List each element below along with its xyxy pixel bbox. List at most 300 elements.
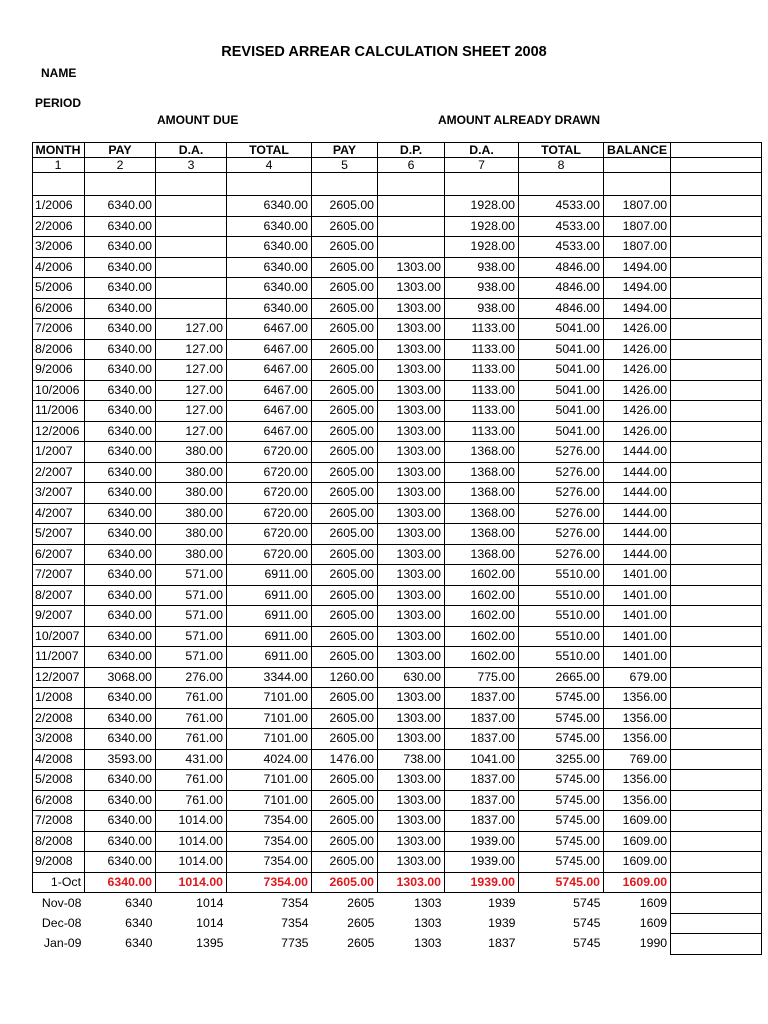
table-row-cell: [671, 257, 762, 278]
table-row-cell: 2605.00: [312, 585, 378, 606]
table-row: [33, 749, 762, 770]
table-row-cell: 6340.00: [85, 360, 156, 381]
table-row-cell: 1837.00: [445, 770, 519, 791]
table-row-cell: 571.00: [156, 647, 227, 668]
table-row-cell: 6911.00: [227, 647, 312, 668]
table-row-cell: 1476.00: [312, 749, 378, 770]
table-row-cell: 1303.00: [378, 278, 445, 299]
column-number-row-cell: [604, 158, 671, 173]
table-row-cell: 1401.00: [604, 647, 671, 668]
table-row-cell: 5510.00: [519, 647, 604, 668]
table-row-cell: [671, 278, 762, 299]
projection-row-cell: 7735: [281, 936, 309, 951]
table-row-cell: [156, 257, 227, 278]
period-label: PERIOD: [35, 96, 82, 110]
column-number-row-cell: 4: [227, 158, 312, 173]
table-row-cell: 1133.00: [445, 401, 519, 422]
table-row-cell: 571.00: [156, 626, 227, 647]
table-row-cell: 5/2006: [33, 278, 85, 299]
table-row-cell: [378, 237, 445, 258]
table-row-cell: 1303.00: [378, 647, 445, 668]
projection-row-cell: 2605: [347, 936, 375, 951]
header-row-cell: BALANCE: [604, 143, 671, 158]
table-row-cell: 4/2008: [33, 749, 85, 770]
table-row: [33, 831, 762, 852]
table-row-cell: 3255.00: [519, 749, 604, 770]
table-row-cell: [156, 298, 227, 319]
column-number-row-cell: 6: [378, 158, 445, 173]
table-row-cell: 1/2007: [33, 442, 85, 463]
table-row-cell: 1303.00: [378, 729, 445, 750]
table-row-cell: 380.00: [156, 483, 227, 504]
blank-row-cell: [85, 173, 156, 196]
table-row-cell: 6340.00: [85, 790, 156, 811]
table-row-cell: 380.00: [156, 524, 227, 545]
table-row: [33, 708, 762, 729]
table-row-cell: 2605.00: [312, 770, 378, 791]
table-row-cell: 1303.00: [378, 360, 445, 381]
projection-row-cell: [671, 913, 762, 934]
table-row-cell: 1444.00: [604, 503, 671, 524]
table-row-cell: 2605.00: [312, 524, 378, 545]
arrear-table: [32, 142, 762, 955]
table-row-cell: 6467.00: [227, 401, 312, 422]
table-row-cell: 12/2007: [33, 667, 85, 688]
table-row-cell: 6911.00: [227, 565, 312, 586]
table-row-cell: 1303.00: [378, 257, 445, 278]
table-row: [33, 606, 762, 627]
table-row-cell: 7354.00: [227, 811, 312, 832]
table-row-cell: 12/2006: [33, 421, 85, 442]
table-row-cell: 6/2007: [33, 544, 85, 565]
table-row: [33, 401, 762, 422]
header-row-cell: PAY: [312, 143, 378, 158]
header-row-cell: TOTAL: [519, 143, 604, 158]
column-number-row-cell: 5: [312, 158, 378, 173]
table-row-cell: 2605.00: [312, 196, 378, 217]
highlight-row-cell: 2605.00: [312, 872, 378, 893]
table-row-cell: 1837.00: [445, 790, 519, 811]
table-row-cell: 5745.00: [519, 831, 604, 852]
header-row-cell: TOTAL: [227, 143, 312, 158]
table-row-cell: 4846.00: [519, 257, 604, 278]
table-row-cell: 3/2006: [33, 237, 85, 258]
projection-row-cell: 1014: [196, 915, 224, 930]
table-row: [33, 421, 762, 442]
table-row-cell: 6340.00: [85, 831, 156, 852]
table-row-cell: [671, 401, 762, 422]
table-row: [33, 339, 762, 360]
table-row-cell: 5041.00: [519, 401, 604, 422]
table-row-cell: [156, 278, 227, 299]
table-row-cell: 6720.00: [227, 483, 312, 504]
highlight-row-cell: 1-Oct: [33, 872, 85, 893]
table-row-cell: 7101.00: [227, 688, 312, 709]
table-row-cell: 5041.00: [519, 421, 604, 442]
table-row-cell: 9/2006: [33, 360, 85, 381]
column-number-row-cell: [671, 158, 762, 173]
table-row-cell: 1303.00: [378, 811, 445, 832]
highlight-row-cell: 1939.00: [445, 872, 519, 893]
table-row: [33, 380, 762, 401]
column-number-row: [33, 158, 762, 173]
table-row-cell: 761.00: [156, 729, 227, 750]
table-row-cell: 1303.00: [378, 585, 445, 606]
table-row-cell: 1837.00: [445, 729, 519, 750]
table-row-cell: 1303.00: [378, 503, 445, 524]
table-row-cell: 7/2008: [33, 811, 85, 832]
table-row-cell: 1/2006: [33, 196, 85, 217]
table-row-cell: [671, 831, 762, 852]
table-row-cell: 4024.00: [227, 749, 312, 770]
table-row-cell: 1356.00: [604, 708, 671, 729]
projection-row-cell: 1939: [488, 915, 516, 930]
table-row-cell: 6340.00: [227, 298, 312, 319]
table-row-cell: 2/2006: [33, 216, 85, 237]
table-row-cell: 1356.00: [604, 770, 671, 791]
table-row-cell: 1426.00: [604, 339, 671, 360]
column-number-row-cell: 1: [33, 158, 85, 173]
table-row-cell: 6467.00: [227, 360, 312, 381]
table-row-cell: 5510.00: [519, 565, 604, 586]
table-row-cell: [671, 667, 762, 688]
table-row-cell: 1303.00: [378, 790, 445, 811]
table-row-cell: 2605.00: [312, 790, 378, 811]
table-row-cell: 2605.00: [312, 298, 378, 319]
table-row-cell: 1426.00: [604, 421, 671, 442]
table-row-cell: 1368.00: [445, 462, 519, 483]
projection-row-cell: [671, 893, 762, 914]
table-row-cell: 1303.00: [378, 688, 445, 709]
table-row-cell: 380.00: [156, 462, 227, 483]
table-row-cell: 6340.00: [85, 544, 156, 565]
table-row-cell: 2/2008: [33, 708, 85, 729]
table-row-cell: 5510.00: [519, 606, 604, 627]
table-row-cell: 6911.00: [227, 626, 312, 647]
table-row-cell: [671, 852, 762, 873]
table-row-cell: 7101.00: [227, 770, 312, 791]
table-row-cell: 1602.00: [445, 626, 519, 647]
table-row-cell: 2/2007: [33, 462, 85, 483]
table-row-cell: 431.00: [156, 749, 227, 770]
table-row-cell: 2605.00: [312, 216, 378, 237]
table-row-cell: 2605.00: [312, 626, 378, 647]
table-row-cell: 2605.00: [312, 319, 378, 340]
amount-drawn-label: AMOUNT ALREADY DRAWN: [438, 113, 600, 127]
table-row-cell: 1426.00: [604, 401, 671, 422]
table-row-cell: [671, 339, 762, 360]
highlight-row-cell: 6340.00: [85, 872, 156, 893]
page-title: REVISED ARREAR CALCULATION SHEET 2008: [221, 44, 547, 60]
table-row-cell: 5745.00: [519, 852, 604, 873]
table-row: [33, 442, 762, 463]
table-row-cell: 1014.00: [156, 831, 227, 852]
table-row-cell: 4846.00: [519, 298, 604, 319]
table-row-cell: 6340.00: [85, 421, 156, 442]
table-row-cell: 127.00: [156, 401, 227, 422]
table-row-cell: 2605.00: [312, 462, 378, 483]
table-row-cell: 6340.00: [85, 483, 156, 504]
table-row-cell: 1303.00: [378, 626, 445, 647]
table-row-cell: 6340.00: [85, 237, 156, 258]
table-row-cell: 3/2007: [33, 483, 85, 504]
table-row-cell: 6340.00: [85, 298, 156, 319]
table-row-cell: 6467.00: [227, 339, 312, 360]
table-row-cell: 1401.00: [604, 606, 671, 627]
table-row-cell: 1303.00: [378, 401, 445, 422]
column-number-row-cell: 8: [519, 158, 604, 173]
table-row-cell: 1444.00: [604, 544, 671, 565]
table-row-cell: 5041.00: [519, 360, 604, 381]
projection-row-cell: 7354: [281, 895, 309, 910]
table-row-cell: 6340.00: [85, 524, 156, 545]
table-row-cell: 5041.00: [519, 380, 604, 401]
table-row: [33, 544, 762, 565]
table-row-cell: 1837.00: [445, 811, 519, 832]
column-number-row-cell: 7: [445, 158, 519, 173]
table-row-cell: 4/2006: [33, 257, 85, 278]
table-row-cell: [671, 483, 762, 504]
blank-row: [33, 173, 762, 196]
header-row-cell: [671, 143, 762, 158]
table-row-cell: 630.00: [378, 667, 445, 688]
table-row-cell: 6340.00: [85, 585, 156, 606]
table-row-cell: 127.00: [156, 339, 227, 360]
table-row-cell: 6340.00: [85, 442, 156, 463]
projection-row-cell: 5745: [573, 915, 601, 930]
table-row-cell: [671, 565, 762, 586]
table-row-cell: 11/2007: [33, 647, 85, 668]
table-row-cell: 1939.00: [445, 852, 519, 873]
table-row: [33, 626, 762, 647]
blank-row-cell: [312, 173, 378, 196]
header-row-cell: PAY: [85, 143, 156, 158]
table-row-cell: 6340.00: [85, 319, 156, 340]
table-row-cell: 380.00: [156, 503, 227, 524]
table-row-cell: 4533.00: [519, 237, 604, 258]
table-row-cell: 5745.00: [519, 790, 604, 811]
table-row-cell: 1356.00: [604, 688, 671, 709]
table-row-cell: [671, 319, 762, 340]
table-row-cell: [671, 811, 762, 832]
table-row-cell: 8/2007: [33, 585, 85, 606]
table-row-cell: 571.00: [156, 565, 227, 586]
table-row-cell: 1609.00: [604, 811, 671, 832]
table-row-cell: [671, 503, 762, 524]
table-row-cell: 6467.00: [227, 421, 312, 442]
highlight-row-cell: 1014.00: [156, 872, 227, 893]
projection-row-cell: 1303: [414, 915, 442, 930]
table-row-cell: 6340.00: [85, 257, 156, 278]
table-row: [33, 278, 762, 299]
table-row-cell: 2605.00: [312, 278, 378, 299]
table-row-cell: 1303.00: [378, 544, 445, 565]
table-row-cell: 1303.00: [378, 380, 445, 401]
header-row-cell: D.A.: [156, 143, 227, 158]
projection-row-cell: Nov-08: [41, 895, 82, 910]
table-row-cell: 1303.00: [378, 421, 445, 442]
table-row-cell: 1609.00: [604, 852, 671, 873]
table-row-cell: 1014.00: [156, 852, 227, 873]
table-row-cell: 11/2006: [33, 401, 85, 422]
table-row-cell: [671, 237, 762, 258]
table-row-cell: 1303.00: [378, 852, 445, 873]
table-row-cell: 775.00: [445, 667, 519, 688]
table-row-cell: 761.00: [156, 770, 227, 791]
blank-row-cell: [378, 173, 445, 196]
table-row-cell: 2605.00: [312, 421, 378, 442]
table-row-cell: [671, 380, 762, 401]
table-row-cell: 1041.00: [445, 749, 519, 770]
table-row-cell: 6340.00: [85, 729, 156, 750]
table-row-cell: 1401.00: [604, 585, 671, 606]
table-row-cell: 2605.00: [312, 852, 378, 873]
table-row-cell: 679.00: [604, 667, 671, 688]
table-row-cell: [671, 442, 762, 463]
projection-row-cell: 1609: [639, 915, 668, 930]
table-row-cell: 5745.00: [519, 688, 604, 709]
blank-row-cell: [604, 173, 671, 196]
table-row: [33, 524, 762, 545]
table-row-cell: 127.00: [156, 421, 227, 442]
table-row-cell: 6340.00: [85, 606, 156, 627]
table-row-cell: 6340.00: [227, 278, 312, 299]
projection-row-cell: 5745: [573, 936, 601, 951]
table-row-cell: 6720.00: [227, 544, 312, 565]
table-row-cell: 1303.00: [378, 606, 445, 627]
table-row-cell: 1356.00: [604, 729, 671, 750]
table-row-cell: 380.00: [156, 442, 227, 463]
table-row-cell: 1303.00: [378, 298, 445, 319]
table-row-cell: [671, 688, 762, 709]
table-row-cell: [378, 196, 445, 217]
table-row: [33, 688, 762, 709]
table-row-cell: [378, 216, 445, 237]
table-row-cell: [671, 708, 762, 729]
table-row-cell: 1837.00: [445, 688, 519, 709]
highlight-row-cell: 7354.00: [227, 872, 312, 893]
table-row-cell: 1303.00: [378, 462, 445, 483]
table-row-cell: 1928.00: [445, 216, 519, 237]
table-row-cell: 8/2006: [33, 339, 85, 360]
table-row-cell: 1444.00: [604, 483, 671, 504]
table-row: [33, 647, 762, 668]
table-row-cell: 1303.00: [378, 319, 445, 340]
table-row-cell: 5041.00: [519, 319, 604, 340]
table-row-cell: 6/2008: [33, 790, 85, 811]
amount-due-label: AMOUNT DUE: [157, 113, 239, 127]
blank-row-cell: [33, 173, 85, 196]
table-row-cell: 7/2006: [33, 319, 85, 340]
table-row-cell: 5276.00: [519, 524, 604, 545]
table-row-cell: 3344.00: [227, 667, 312, 688]
table-row-cell: 1303.00: [378, 708, 445, 729]
projection-row: [33, 913, 762, 934]
table-row-cell: 7101.00: [227, 708, 312, 729]
projection-row-cell: 1395: [196, 936, 224, 951]
table-row-cell: 1014.00: [156, 811, 227, 832]
highlight-row: [33, 872, 762, 893]
table-row-cell: 6340.00: [85, 626, 156, 647]
table-row-cell: [671, 216, 762, 237]
table-row-cell: 1368.00: [445, 503, 519, 524]
table-row-cell: 6467.00: [227, 319, 312, 340]
header-row-cell: MONTH: [33, 143, 85, 158]
table-row-cell: 1260.00: [312, 667, 378, 688]
table-row-cell: 5745.00: [519, 708, 604, 729]
table-row-cell: 6340.00: [85, 462, 156, 483]
column-number-row-cell: 2: [85, 158, 156, 173]
table-row-cell: 761.00: [156, 708, 227, 729]
table-row-cell: 1602.00: [445, 606, 519, 627]
table-row-cell: 938.00: [445, 257, 519, 278]
table-row-cell: 6340.00: [85, 852, 156, 873]
table-row-cell: 4/2007: [33, 503, 85, 524]
table-row-cell: 1303.00: [378, 770, 445, 791]
table-row-cell: 2605.00: [312, 606, 378, 627]
table-row: [33, 667, 762, 688]
table-row: [33, 503, 762, 524]
table-row-cell: 1494.00: [604, 298, 671, 319]
projection-row-cell: 1303: [414, 936, 442, 951]
table-row-cell: 5276.00: [519, 544, 604, 565]
table-row-cell: 1807.00: [604, 237, 671, 258]
table-row-cell: 5276.00: [519, 503, 604, 524]
table-row-cell: 1368.00: [445, 442, 519, 463]
table-row-cell: 2665.00: [519, 667, 604, 688]
table-row-cell: 7354.00: [227, 831, 312, 852]
table-row-cell: 380.00: [156, 544, 227, 565]
table-row: [33, 811, 762, 832]
table-row-cell: 6340.00: [85, 196, 156, 217]
table-row-cell: 1444.00: [604, 462, 671, 483]
table-body: [33, 143, 762, 955]
blank-row-cell: [519, 173, 604, 196]
table-row-cell: [671, 585, 762, 606]
highlight-row-cell: 5745.00: [519, 872, 604, 893]
table-row-cell: 6340.00: [85, 770, 156, 791]
table-row-cell: 1426.00: [604, 360, 671, 381]
table-row-cell: 1133.00: [445, 380, 519, 401]
table-row-cell: 1303.00: [378, 339, 445, 360]
table-row: [33, 298, 762, 319]
table-row: [33, 216, 762, 237]
table-row-cell: 2605.00: [312, 483, 378, 504]
table-row-cell: 7354.00: [227, 852, 312, 873]
table-row-cell: 1303.00: [378, 831, 445, 852]
table-row-cell: 1939.00: [445, 831, 519, 852]
blank-row-cell: [227, 173, 312, 196]
table-row-cell: 127.00: [156, 380, 227, 401]
name-label: NAME: [41, 66, 77, 80]
table-row-cell: 6340.00: [85, 401, 156, 422]
table-row-cell: 5510.00: [519, 585, 604, 606]
projection-row: [33, 934, 762, 955]
table-row-cell: 6720.00: [227, 503, 312, 524]
table-row-cell: 2605.00: [312, 544, 378, 565]
table-row-cell: 1401.00: [604, 626, 671, 647]
highlight-row-cell: [671, 872, 762, 893]
table-row-cell: 1444.00: [604, 442, 671, 463]
table-row-cell: 5/2007: [33, 524, 85, 545]
table-row-cell: 6720.00: [227, 442, 312, 463]
table-row-cell: [671, 770, 762, 791]
table-row: [33, 729, 762, 750]
table-row-cell: 1807.00: [604, 196, 671, 217]
table-row-cell: 769.00: [604, 749, 671, 770]
projection-row: [33, 893, 762, 914]
table-row-cell: 2605.00: [312, 237, 378, 258]
